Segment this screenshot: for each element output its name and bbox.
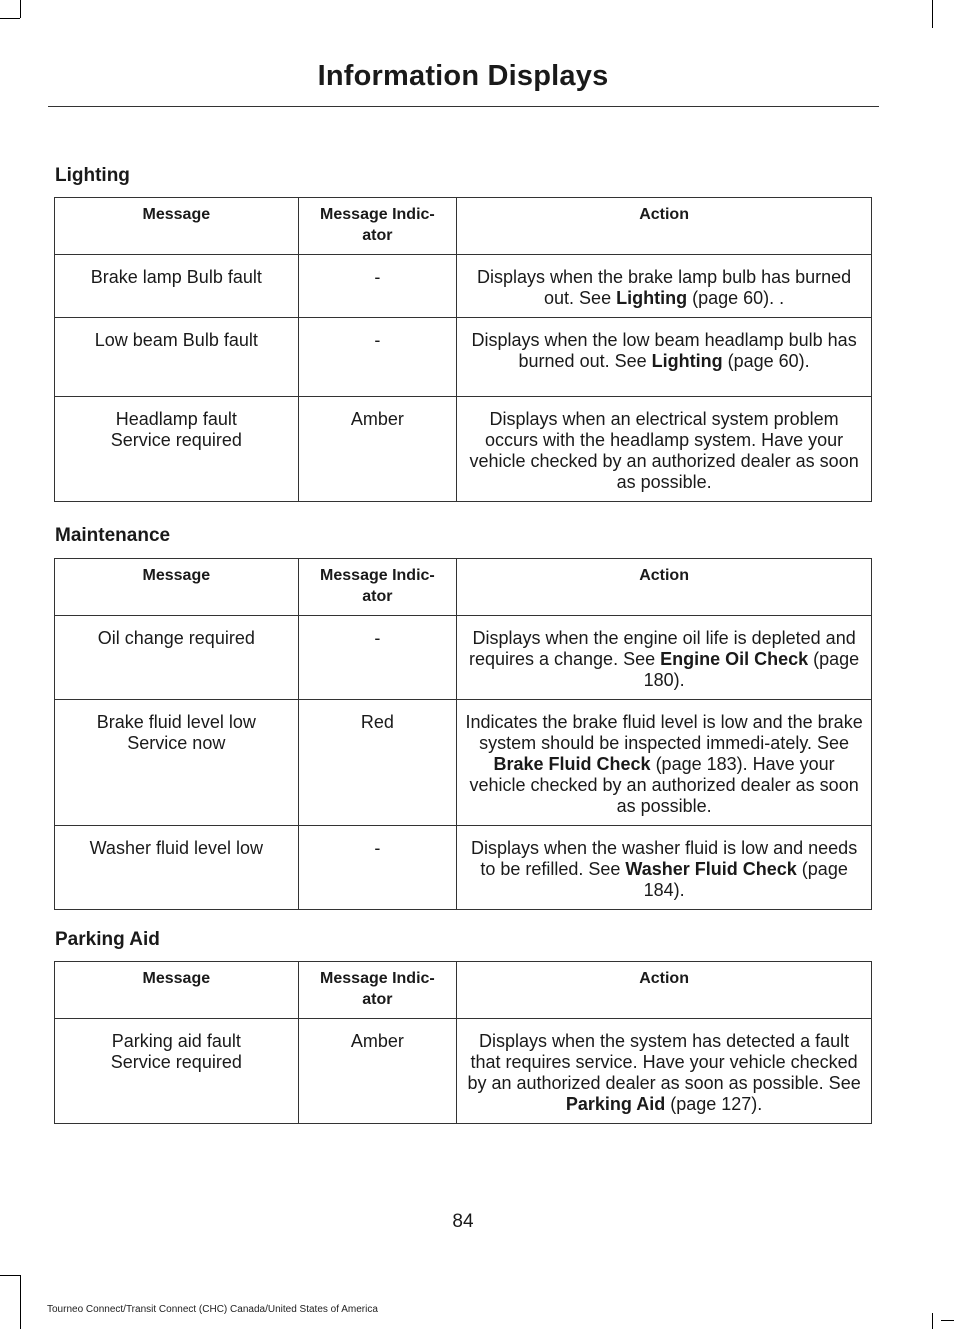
page-title: Information Displays <box>317 60 609 92</box>
column-header-action: Action <box>457 198 872 255</box>
table-row <box>55 1019 872 1124</box>
action-cell <box>457 1019 872 1124</box>
indicator-cell: Amber <box>298 397 457 502</box>
table-header-row <box>55 198 872 255</box>
section-title-lighting: Lighting <box>55 165 130 186</box>
column-header-message: Message <box>55 198 299 255</box>
action-text: (page 127). <box>665 1094 763 1114</box>
action-text: Displays when the system has detected a fault that requires service. Have your vehicle checked by an authorized dealer as soon as possible. See <box>467 1031 861 1093</box>
table-header-row <box>55 962 872 1019</box>
crop-mark <box>0 1275 20 1276</box>
action-text: (page 180). <box>643 649 860 690</box>
indicator-cell: Red <box>298 700 457 826</box>
crop-mark <box>932 1313 933 1329</box>
page-number: 84 <box>452 1211 474 1232</box>
table-header-row <box>55 559 872 616</box>
crop-mark <box>941 1320 954 1321</box>
crop-mark <box>20 1275 21 1329</box>
action-cell <box>457 255 872 318</box>
message-cell: Parking aid fault Service required <box>55 1019 299 1124</box>
message-cell: Brake lamp Bulb fault <box>55 255 299 318</box>
footer-text: Tourneo Connect/Transit Connect (CHC) Canada/United States of America <box>47 1304 378 1315</box>
indicator-cell: - <box>298 318 457 397</box>
column-header-action: Action <box>457 962 872 1019</box>
cross-reference-link: Washer Fluid Check <box>625 859 797 879</box>
section-title-parking-aid: Parking Aid <box>55 929 160 950</box>
column-header-message: Message <box>55 559 299 616</box>
action-text: (page 60). . <box>687 288 785 308</box>
parking-aid-table <box>54 961 872 1124</box>
action-text: Displays when the low beam headlamp bulb has burned out. See <box>471 330 857 371</box>
action-cell <box>457 700 872 826</box>
indicator-cell: Amber <box>298 1019 457 1124</box>
column-header-action: Action <box>457 559 872 616</box>
action-text: (page 183). Have your vehicle checked by an authorized dealer as soon as possible. <box>469 754 859 816</box>
section-title-maintenance: Maintenance <box>55 525 171 546</box>
action-text: Displays when the brake lamp bulb has burned out. See <box>476 267 852 308</box>
action-text: (page 184). <box>643 859 848 900</box>
crop-mark <box>0 18 20 19</box>
table-row <box>55 255 872 318</box>
indicator-cell: - <box>298 826 457 910</box>
message-cell: Oil change required <box>55 616 299 700</box>
crop-mark <box>20 0 21 18</box>
action-text: Indicates the brake fluid level is low and the brake system should be inspected immedi-ately. See <box>465 712 863 753</box>
crop-mark <box>932 0 933 28</box>
column-header-indicator: Message Indic- ator <box>298 559 457 616</box>
action-text: (page 60). <box>722 351 810 371</box>
maintenance-table <box>54 558 872 910</box>
column-header-indicator: Message Indic- ator <box>298 962 457 1019</box>
table-row <box>55 397 872 502</box>
action-text: Displays when the washer fluid is low and needs to be refilled. See <box>470 838 858 879</box>
indicator-cell: - <box>298 255 457 318</box>
cross-reference-link: Lighting <box>651 351 723 371</box>
cross-reference-link: Brake Fluid Check <box>493 754 651 774</box>
indicator-cell: - <box>298 616 457 700</box>
lighting-table <box>54 197 872 502</box>
column-header-indicator: Message Indic- ator <box>298 198 457 255</box>
cross-reference-link: Engine Oil Check <box>660 649 809 669</box>
action-text: Displays when an electrical system problem occurs with the headlamp system. Have your vehicle checked by an authorized dealer as soon as possible. <box>469 409 859 492</box>
message-cell: Brake fluid level low Service now <box>55 700 299 826</box>
table-row <box>55 700 872 826</box>
title-divider <box>48 106 879 107</box>
action-cell <box>457 318 872 397</box>
message-cell: Low beam Bulb fault <box>55 318 299 397</box>
cross-reference-link: Lighting <box>616 288 688 308</box>
message-cell: Washer fluid level low <box>55 826 299 910</box>
action-cell <box>457 397 872 502</box>
action-cell <box>457 616 872 700</box>
table-row <box>55 826 872 910</box>
cross-reference-link: Parking Aid <box>565 1094 666 1114</box>
action-text: Displays when the engine oil life is depleted and requires a change. See <box>468 628 856 669</box>
table-row <box>55 318 872 397</box>
column-header-message: Message <box>55 962 299 1019</box>
message-cell: Headlamp fault Service required <box>55 397 299 502</box>
action-cell <box>457 826 872 910</box>
table-row <box>55 616 872 700</box>
